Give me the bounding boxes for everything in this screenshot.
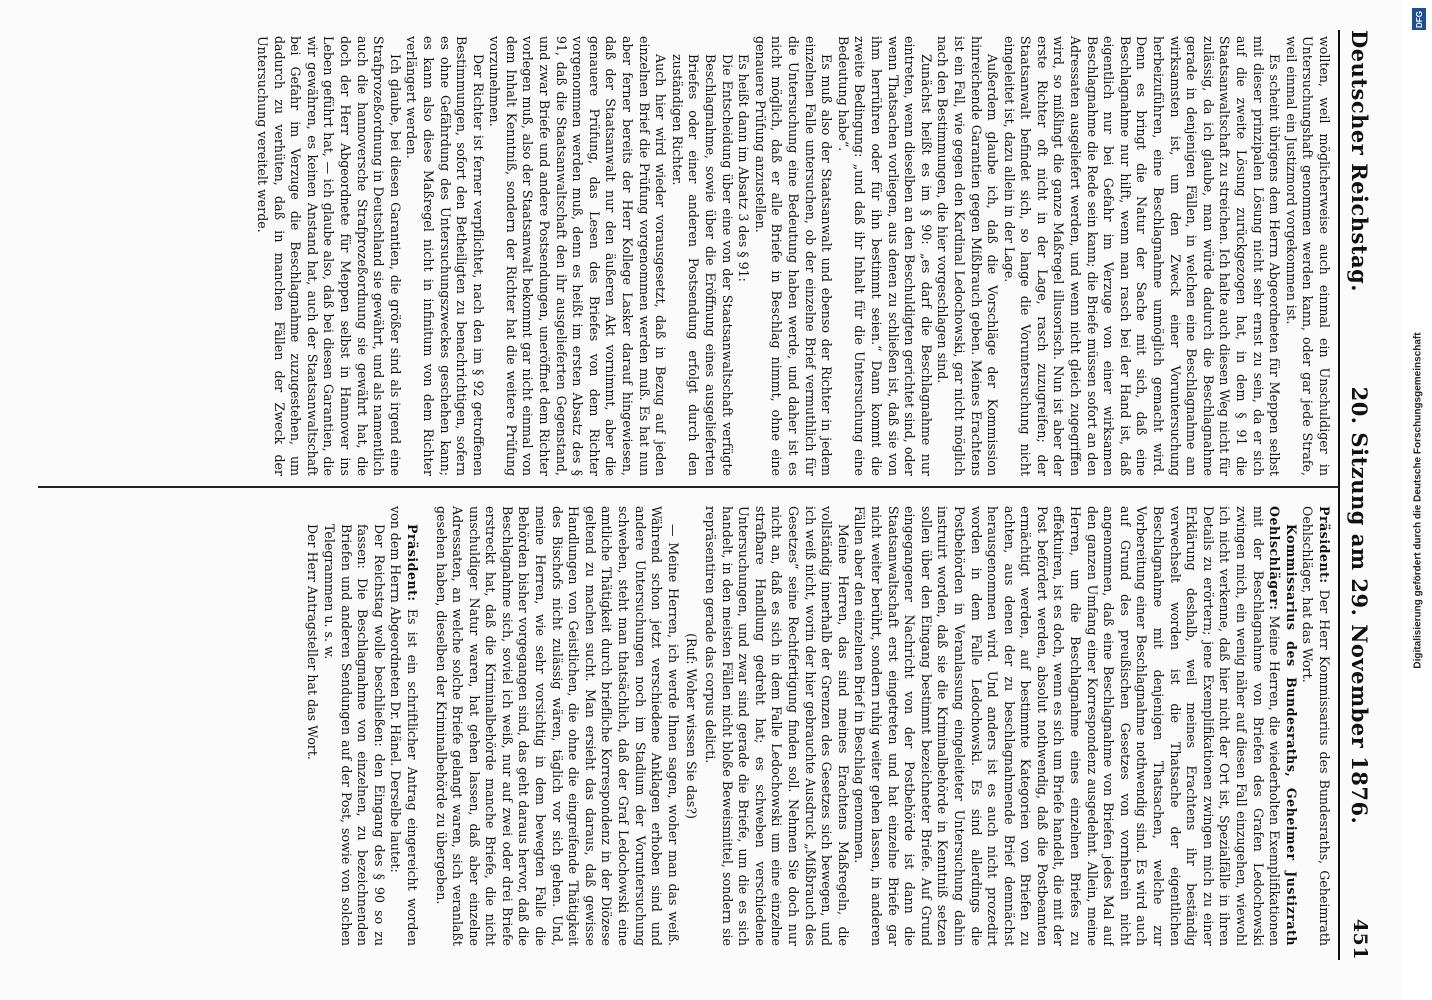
paragraph-text: Es ist ein schriftlicher Antrag eingereicht worden von dem Herrn Abgeordneten Dr. Hänel. Derselbe lautet: [388,506,420,946]
speaker-label: Kommissarius des Bundesraths, Geheimer Justizrath Oehlschläger: [1267,506,1299,946]
paragraph-text: Außerdem glaube ich, daß die Vorschläge der Kommission hinreichende Garantien gegen Mißbrauch geben. Meines Erachtens ist ein Fall, wie gegen den Kardinal Ledochowski, gar nicht möglich nach den Bestimmungen, die hier vorgeschlagen sind. [935,36,1001,476]
paragraph-text: Die Entscheidung über eine von der Staatsanwaltschaft verfügte Beschlagnahme, sowie über die Eröffnung eines ausgelieferten Briefes oder einer anderen Postsendung erfolgt durch den zuständigen Richter. [669,54,735,476]
speaker-label: Präsident: [404,524,420,602]
paragraph [320,506,386,946]
paragraph [683,506,700,946]
paragraph [432,506,681,946]
paragraph [751,36,834,476]
paragraph [1000,36,1282,476]
right-text-column [32,506,1332,946]
paragraph-text: Meine Herren, das sind meines Erachtens Maßregeln, die vollständig innerhalb der Grenzen des Gesetzes sich bewegen, und ich weiß nicht, worin der hier gebrauchte Ausdruck „Mißbrauch des Gesetzes“ seine Rechtfertigung finden soll. Nehmen Sie doch nur nicht an, daß es sich in dem Falle Ledochowski um eine einzelne strafbare Handlung gedreht hat; es schweben verschiedene Untersuchungen, und zwar sind gerade die Briefe, um die es sich handelt, in den meisten Fällen nicht bloße Beweismittel, sondern sie repräsentiren gerade das corpus delicti. [703,506,851,946]
paragraph [735,36,752,476]
page-number: 451 [1349,918,1371,960]
header-rule [1338,30,1340,960]
paragraph-text: — Meine Herren, ich werde Ihnen sagen, woher man das weiß. Während schon jetzt verschiedene Anklagen erhoben sind und andere Untersuchungen noch im Stadium der Voruntersuchung schweben, steht man thatsächlich, daß der Graf Ledochowski eine amtliche Thätigkeit durch briefliche Korrespondenz in der Diözese geltend zu machen sucht. Man ersieht das daraus, daß gewisse Handlungen von Geistlichen, die ohne die eingreifende Thätigkeit des Bischofs nicht zulässig wären, täglich vor sich gehen. Und, meine Herren, wie sehr vorsichtig in dem bewegten Falle die Behörden bisher vorgegangen sind, das geht daraus hervor, daß die Beschlagnahme sich, soviel ich weiß, nur auf zwei oder drei Briefe erstreckt hat, daß die Kriminalbehörde manche Briefe, die nicht unschuldiger Natur waren, hat gehen lassen, daß aber einzelne Adressaten, an welche solche Briefe gelangt waren, sich veranlaßt gesehen haben, dieselben der Kriminalbehörde zu übergeben. [433,506,681,946]
column-divider [38,486,1338,488]
paragraph [253,36,402,476]
paragraph-text: Der Richter ist ferner verpflichtet, nach den im § 92 getroffenen Bestimmungen, sofort den Betheiligten zu benachrichtigen, sofern es ohne Gefährdung des Untersuchungszweckes geschehen kann; es kann also diese Maßregel nicht in infinitum von dem Richter verlängert werden. [404,36,486,476]
paragraph-text: wollten, weil möglicherweise auch einmal ein Unschuldiger in Untersuchungshaft genommen werden kann, oder gar jede Strafe, weil einmal ein Justizmord vorgekommen ist. [1283,36,1332,476]
paragraph-text: Zunächst heißt es im § 90: „es darf die Beschlagnahme nur eintreten, wenn dieselben an den Beschuldigten gerichtet sind, oder wenn Thatsachen vorliegen, aus denen zu schließen ist, daß sie von ihm herrühren oder für ihn bestimmt seien.“ Dann kommt die zweite Bedingung: „und daß ihr Inhalt für die Untersuchung eine Bedeutung habe“. [835,36,934,476]
paragraph-text: Der Reichstag wolle beschließen: den Eingang des § 90 so zu fassen: Die Beschlagnahme von einzelnen, zu bezeichnenden Briefen und anderen Sendungen auf der Post, sowie von solchen Telegrammen u. s. w. [321,524,387,946]
paragraph-text: Der Herr Antragsteller hat das Wort. [305,524,321,760]
paragraph [834,36,934,476]
digitization-note: Digitalisierung gefördert durch die Deutsche Forschungsgemeinschaft [1412,331,1424,669]
paragraph-text: Der Herr Kommissarius des Bundesraths, Geheimrath Oehlschläger, hat das Wort. [1300,506,1332,946]
speaker-label: Präsident: [1317,506,1332,584]
dfg-logo-badge: DFG [1412,8,1426,30]
paragraph-text: Auch hier wird wieder vorausgesetzt, daß in Bezug auf jeden einzelnen Brief die Prüfung vorgenommen werden muß. Es hat nun aber ferner bereits der Herr Kollege Lasker darauf hingewiesen, daß der Staatsanwalt nur den äußeren Akt vornimmt, aber die genauere Prüfung, das Lesen des Briefes von dem Richter vorgenommen werden muß, denn es heißt im ersten Absatz des § 91, daß die Staatsanwaltschaft den ihr ausgelieferten Gegenstand, und zwar Briefe und andere Postsendungen, uneröffnet dem Richter vorlegen muß, also der Staatsanwalt bekommt gar nicht einmal von dem Inhalt Kenntniß, sondern der Richter hat die weitere Prüfung vorzunehmen. [487,36,669,476]
paragraph [934,36,1000,476]
left-text-column [32,36,1332,476]
paragraph-text: Es heißt dann im Absatz 3 des § 91: [736,54,752,282]
paragraph-text: Es muß also der Staatsanwalt und ebenso der Richter in jedem einzelnen Falle untersuchen, ob der einzelne Brief vermuthlich für die Untersuchung eine Bedeutung haben werde, und daher ist es nicht möglich, daß er alle Briefe in Beschlag nimmt, ohne eine genauere Prüfung anzustellen. [752,36,835,476]
paragraph-text: Meine Herren, die wiederholten Exemplifikationen mit der Beschlagnahme von Briefen des Grafen Ledochowski zwingen mich, ein wenig näher auf diesen Fall einzugehen, wiewohl ich nicht verkenne, daß hier nicht der Ort ist, Spezialfälle in ihren Details zu erörtern; jene Exemplifikationen zwingen mich zu einer Erklärung deshalb, weil meines Erachtens ihr beständig verwechselt worden ist die Thatsache der eigentlichen Beschlagnahme mit denjenigen Thatsachen, welche zur Vorbereitung einer Beschlagnahme nothwendig sind. Es wird auch auf Grund des preußischen Gesetzes von vornherein nicht angenommen, daß eine Beschlagnahme von Briefen jedes Mal auf den ganzen Umfang einer Korrespondenz ausgedehnt. Allein, meine Herren, um die Beschlagnahme eines einzelnen Briefes zu effektuiren, ist es doch, wenn es sich um Briefe handelt, die mit der Post befördert werden, absolut nothwendig, daß die Postbeamten ermächtigt werden, auf bestimmte Kategorien von Briefen zu achten, aus denen der zu beschlagnahmende Brief demnächst herausgenommen wird. Und anders ist es auch nicht prozedirt worden in dem Falle Ledochowski. Es sind allerdings die Postbehörden in Veranlassung eingeleiteter Untersuchung dahin instruirt worden, daß sie die Kriminalbehörde in Kenntniß setzen sollen über den Eingang bestimmt bezeichneter Briefe. Auf Grund eingegangener Nachricht von der Postbehörde ist dann die Staatsanwaltschaft erst eingetreten und hat einzelne Briefe gar nicht weiter berührt, sondern ruhig weiter gehen lassen, in anderen Fällen aber den einzelnen Brief in Beschlag genommen. [852,506,1283,946]
paragraph [304,506,321,946]
paragraph [403,36,486,476]
paragraph [701,506,850,946]
paragraph-text: (Ruf: Woher wissen Sie das?) [684,633,700,819]
paragraph [486,36,669,476]
paragraph-text: Es scheint übrigens dem Herrn Abgeordneten für Meppen selbst mit dieser prinzipalen Lösung nicht sehr ernst zu sein, da er sich auf die zweite Lösung zurückgezogen hat, in dem § 91 die Staatsanwaltschaft zu streichen. Ich halte auch diesen Weg nicht für zulässig, da ich glaube, man würde dadurch die Beschlagnahme gerade in denjenigen Fällen, in welchen eine Beschlagnahme am wirksamsten ist, um den Zweck einer Voruntersuchung herbeizuführen, eine Beschlagnahme unmöglich gemacht wird. Denn es bringt die Natur der Sache mit sich, daß eine Beschlagnahme nur hilft, wenn man rasch bei der Hand ist, daß eigentlich nur bei Gefahr im Verzuge von einer wirksamen Beschlagnahme die Rede sein kann; die Briefe müssen sofort an den Adressaten ausgeliefert werden, und wenn nicht gleich zugegriffen wird, so mißlingt die ganze Maßregel illusorisch. Nun ist aber der erste Richter oft nicht in der Lage, rasch zuzugreifen; der Staatsanwalt befindet sich, so lange die Voruntersuchung nicht eingeleitet ist, dazu allein in der Lage. [1001,36,1283,476]
paragraph [668,36,734,476]
journal-title: Deutscher Reichstag. [1347,30,1373,293]
paragraph [387,506,420,946]
paragraph [1282,36,1332,476]
paragraph [1299,506,1332,946]
page-header [1340,30,1380,960]
paragraph [851,506,1299,946]
paragraph-text: Ich glaube, bei diesen Garantien, die größer sind als irgend eine Strafprozeßordnung in Deutschland sie gewährt, und als namentlich auch die hannoversche Strafprozeßordnung sie gewährt hat, die doch der Herr Abgeordnete für Meppen selbst in Hannover ins Leben geführt hat, — ich glaube also, daß bei diesen Garantien, die wir gewähren, es keinen Anstand hat, auch der Staatsanwaltschaft bei Gefahr im Verzuge die Beschlagnahme zuzugestehen, um dadurch zu verhüten, daß in manchen Fällen der Zweck der Untersuchung vereitelt werde. [255,36,403,476]
session-date: 20. Sitzung am 29. November 1876. [1347,386,1373,825]
